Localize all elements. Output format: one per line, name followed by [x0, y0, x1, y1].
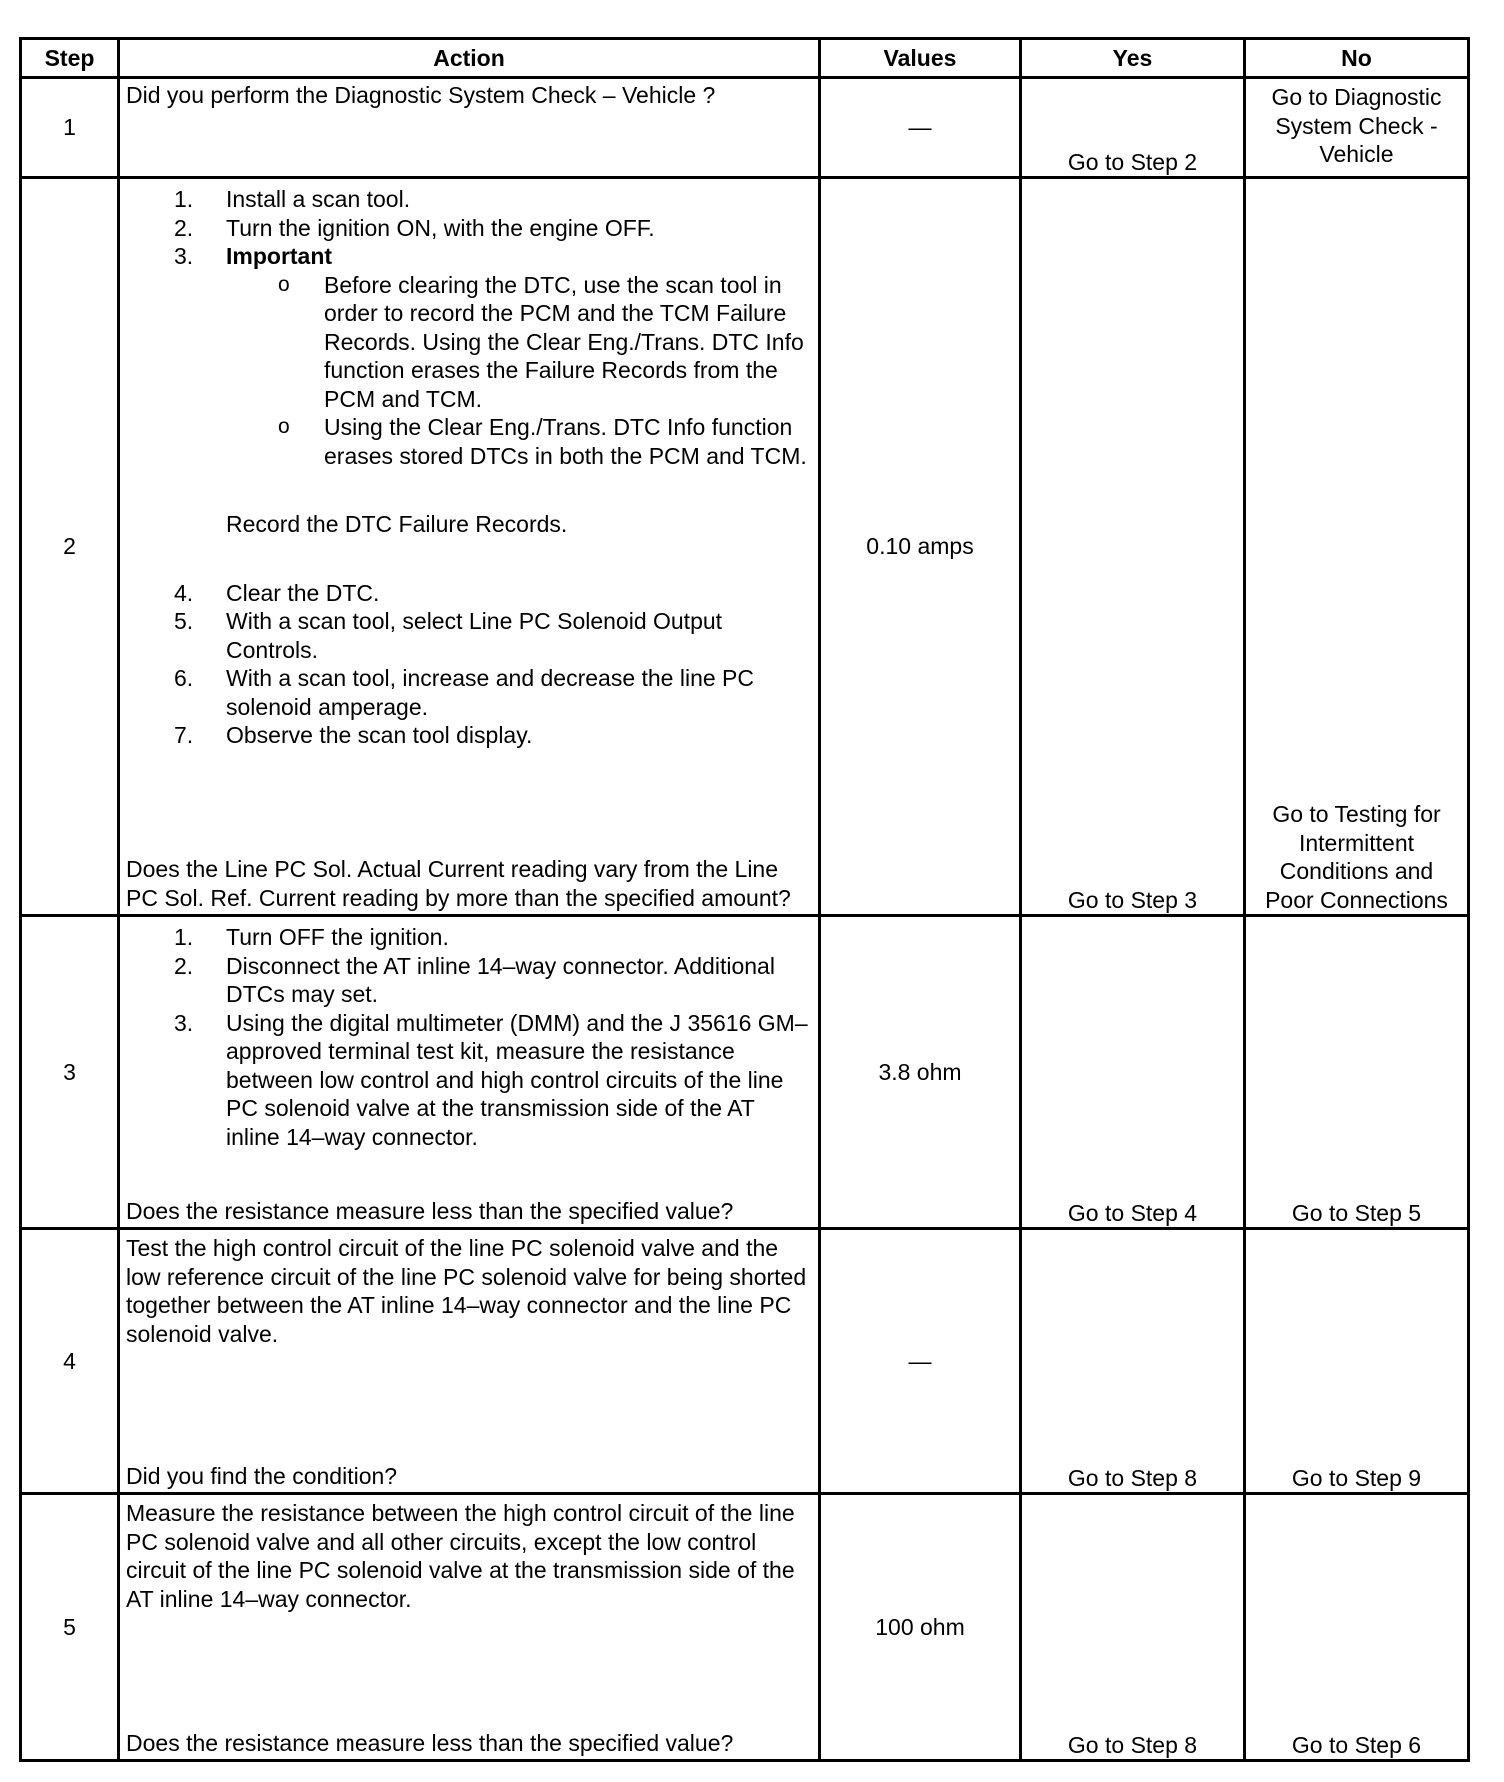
header-row: [21, 39, 1469, 78]
action-question: Does the resistance measure less than the specified value?: [126, 1197, 734, 1224]
list-item: 3. Using the digital multimeter (DMM) and the J 35616 GM–approved terminal test kit, measure the resistance between low control and high control circuits of the line PC solenoid valve at the transmission side of the AT inline 14–way connector.: [174, 1009, 808, 1150]
list-item: o Before clearing the DTC, use the scan tool in order to record the PCM and the TCM Failure Records. Using the Clear Eng./Trans. DTC Info function erases the Failure Records from the PCM and TCM.: [278, 271, 804, 412]
action-content: [120, 1495, 818, 1759]
step-number: 4: [21, 1229, 119, 1494]
bullet-icon: o: [278, 415, 290, 438]
list-item: 1. Turn OFF the ignition.: [174, 924, 449, 950]
action-question: Does the resistance measure less than the specified value?: [126, 1729, 734, 1756]
table-row-step-4: [21, 1229, 1469, 1494]
action-question: Did you perform the Diagnostic System Check – Vehicle ?: [126, 82, 716, 108]
header-yes: Yes: [1021, 39, 1245, 78]
table-row-step-3: [21, 916, 1469, 1229]
action-question: Does the Line PC Sol. Actual Current reading vary from the Line PC Sol. Ref. Current reading by more than the specified amount?: [126, 856, 791, 911]
step-number: 3: [21, 916, 119, 1229]
value-cell: 3.8 ohm: [820, 916, 1021, 1229]
header-step: Step: [21, 39, 119, 78]
table-row-step-5: [21, 1494, 1469, 1761]
action-cell: [119, 1494, 820, 1761]
list-item: 3. Important o Before clearing the DTC, use the scan tool in order to record the PCM and the TCM Failure Records. Using the Clear Eng./Trans. DTC Info function erases the Failure Records from the PCM and TCM. o Using the Clear Eng./Trans. DTC Info function erases stored DTCs in both the PCM and TCM.: [126, 242, 812, 470]
procedure-list: [126, 579, 812, 750]
list-item: 4. Clear the DTC.: [174, 579, 380, 606]
no-cell: Go to Step 9: [1245, 1229, 1469, 1494]
no-link: Go to Testing for Intermittent Conditions and Poor Connections: [1265, 801, 1448, 913]
procedure-list: [126, 185, 812, 470]
action-content: [120, 179, 818, 914]
action-cell: [119, 1229, 820, 1494]
list-item: o Using the Clear Eng./Trans. DTC Info function erases stored DTCs in both the PCM and TCM.: [278, 414, 807, 469]
table-row-step-2: [21, 178, 1469, 916]
procedure-list: [126, 923, 812, 1151]
no-cell: [1245, 78, 1469, 178]
list-item: 7. Observe the scan tool display.: [174, 722, 533, 748]
value-cell: —: [820, 1229, 1021, 1494]
action-text: Measure the resistance between the high control circuit of the line PC solenoid valve and all other circuits, except the low control circuit of the line PC solenoid valve at the transmission side of the AT inline 14–way connector.: [126, 1500, 795, 1612]
no-link: Go to Diagnostic System Check - Vehicle: [1271, 84, 1442, 167]
value-cell: —: [820, 78, 1021, 178]
yes-cell: Go to Step 2: [1021, 78, 1245, 178]
action-content: [120, 79, 818, 176]
action-question: Did you find the condition?: [126, 1462, 398, 1489]
list-item: 2. Turn the ignition ON, with the engine OFF.: [174, 214, 655, 241]
action-cell: [119, 78, 820, 178]
list-item: 6. With a scan tool, increase and decrease the line PC solenoid amperage.: [174, 665, 755, 720]
yes-cell: Go to Step 3: [1021, 178, 1245, 916]
record-instruction: Record the DTC Failure Records.: [226, 511, 568, 537]
diagnostic-table: [19, 37, 1470, 1762]
header-no: No: [1245, 39, 1469, 78]
list-item: 1. Install a scan tool.: [174, 186, 411, 212]
action-content: [120, 1230, 818, 1492]
action-cell: [119, 916, 820, 1229]
action-cell: [119, 178, 820, 916]
important-label: Important: [226, 243, 333, 269]
important-notes: [126, 271, 812, 471]
step-number: 1: [21, 78, 119, 178]
step-number: 5: [21, 1494, 119, 1761]
no-cell: Go to Step 5: [1245, 916, 1469, 1229]
bullet-icon: o: [278, 272, 290, 296]
value-cell: 0.10 amps: [820, 178, 1021, 916]
step-number: 2: [21, 178, 119, 916]
list-item: 5. With a scan tool, select Line PC Solenoid Output Controls.: [174, 608, 723, 663]
header-action: Action: [119, 39, 820, 78]
no-cell: Go to Step 6: [1245, 1494, 1469, 1761]
no-cell: [1245, 178, 1469, 916]
table-row-step-1: [21, 78, 1469, 178]
yes-cell: Go to Step 8: [1021, 1494, 1245, 1761]
action-content: [120, 917, 818, 1227]
list-item: 2. Disconnect the AT inline 14–way connector. Additional DTCs may set.: [174, 952, 775, 1007]
action-text: Test the high control circuit of the line PC solenoid valve and the low reference circuit of the line PC solenoid valve for being shorted together between the AT inline 14–way connector and the line PC solenoid valve.: [126, 1235, 807, 1347]
header-values: Values: [820, 39, 1021, 78]
yes-cell: Go to Step 8: [1021, 1229, 1245, 1494]
yes-cell: Go to Step 4: [1021, 916, 1245, 1229]
value-cell: 100 ohm: [820, 1494, 1021, 1761]
